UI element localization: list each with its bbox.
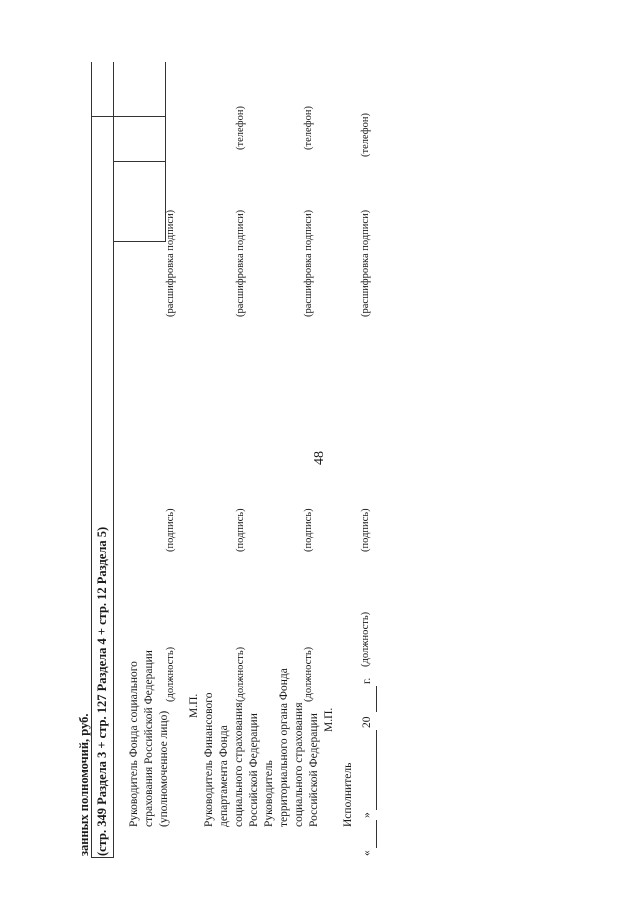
date-month-underline	[376, 730, 377, 810]
finance-head-phone-caption: (телефон)	[235, 106, 246, 150]
fund-head-decoding-caption: (расшифровка подписи)	[165, 209, 176, 317]
executor-phone-caption: (телефон)	[360, 113, 371, 157]
executor-signature-caption: (подпись)	[360, 508, 371, 552]
executor-decoding-caption: (расшифровка подписи)	[360, 209, 371, 317]
fund-head-position-caption: (должность)	[165, 646, 176, 702]
date-day-underline	[376, 820, 377, 848]
date-year-prefix: 20	[361, 716, 373, 728]
table-header-line2: (стр. 349 Раздела 3 + стр. 127 Раздела 4 + стр. 12 Раздела 5)	[95, 526, 109, 856]
page-number: 48	[312, 451, 327, 465]
date-close-quote: »	[361, 812, 373, 818]
finance-head-title-line2: департамента Фонда	[218, 725, 230, 827]
table-cell-divider	[113, 241, 165, 242]
form-signature-block	[50, 62, 380, 862]
territorial-head-title-line2: территориального органа Фонда	[278, 668, 290, 827]
territorial-head-phone-caption: (телефон)	[303, 106, 314, 150]
seal-mark: М.П.	[323, 707, 335, 732]
territorial-head-title-line1: Руководитель	[263, 760, 275, 827]
finance-head-decoding-caption: (расшифровка подписи)	[235, 209, 246, 317]
territorial-head-title-line3: социального страхования	[293, 702, 305, 827]
fund-head-title-line3: (уполномоченное лицо)	[158, 710, 170, 827]
territorial-head-decoding-caption: (расшифровка подписи)	[303, 209, 314, 317]
finance-head-title-line4: Российской Федерации	[248, 713, 260, 827]
territorial-head-position-caption: (должность)	[303, 646, 314, 702]
table-cell-divider	[113, 161, 165, 162]
seal-mark: М.П.	[188, 693, 200, 718]
date-year-suffix: г.	[361, 677, 373, 684]
table-bottom-border	[113, 62, 114, 858]
finance-head-title-line3: социального страхования	[233, 702, 245, 827]
table-cell-divider	[91, 116, 165, 117]
executor-position-caption: (должность)	[360, 611, 371, 667]
finance-head-title-line1: Руководитель Финансового	[203, 692, 215, 827]
table-top-border	[91, 62, 92, 858]
finance-head-position-caption: (должность)	[235, 646, 246, 702]
fund-head-signature-caption: (подпись)	[165, 508, 176, 552]
date-year-underline	[376, 686, 377, 712]
territorial-head-signature-caption: (подпись)	[303, 508, 314, 552]
finance-head-signature-caption: (подпись)	[235, 508, 246, 552]
table-left-border	[91, 857, 113, 858]
table-header-line1: занных полномочий, руб.	[77, 713, 91, 856]
date-open-quote: «	[361, 850, 373, 856]
executor-label: Исполнитель	[342, 762, 354, 827]
fund-head-title-line2: страхования Российской Федерации	[143, 650, 155, 827]
territorial-head-title-line4: Российской Федерации	[308, 713, 320, 827]
fund-head-title-line1: Руководитель Фонда социального	[128, 661, 140, 827]
